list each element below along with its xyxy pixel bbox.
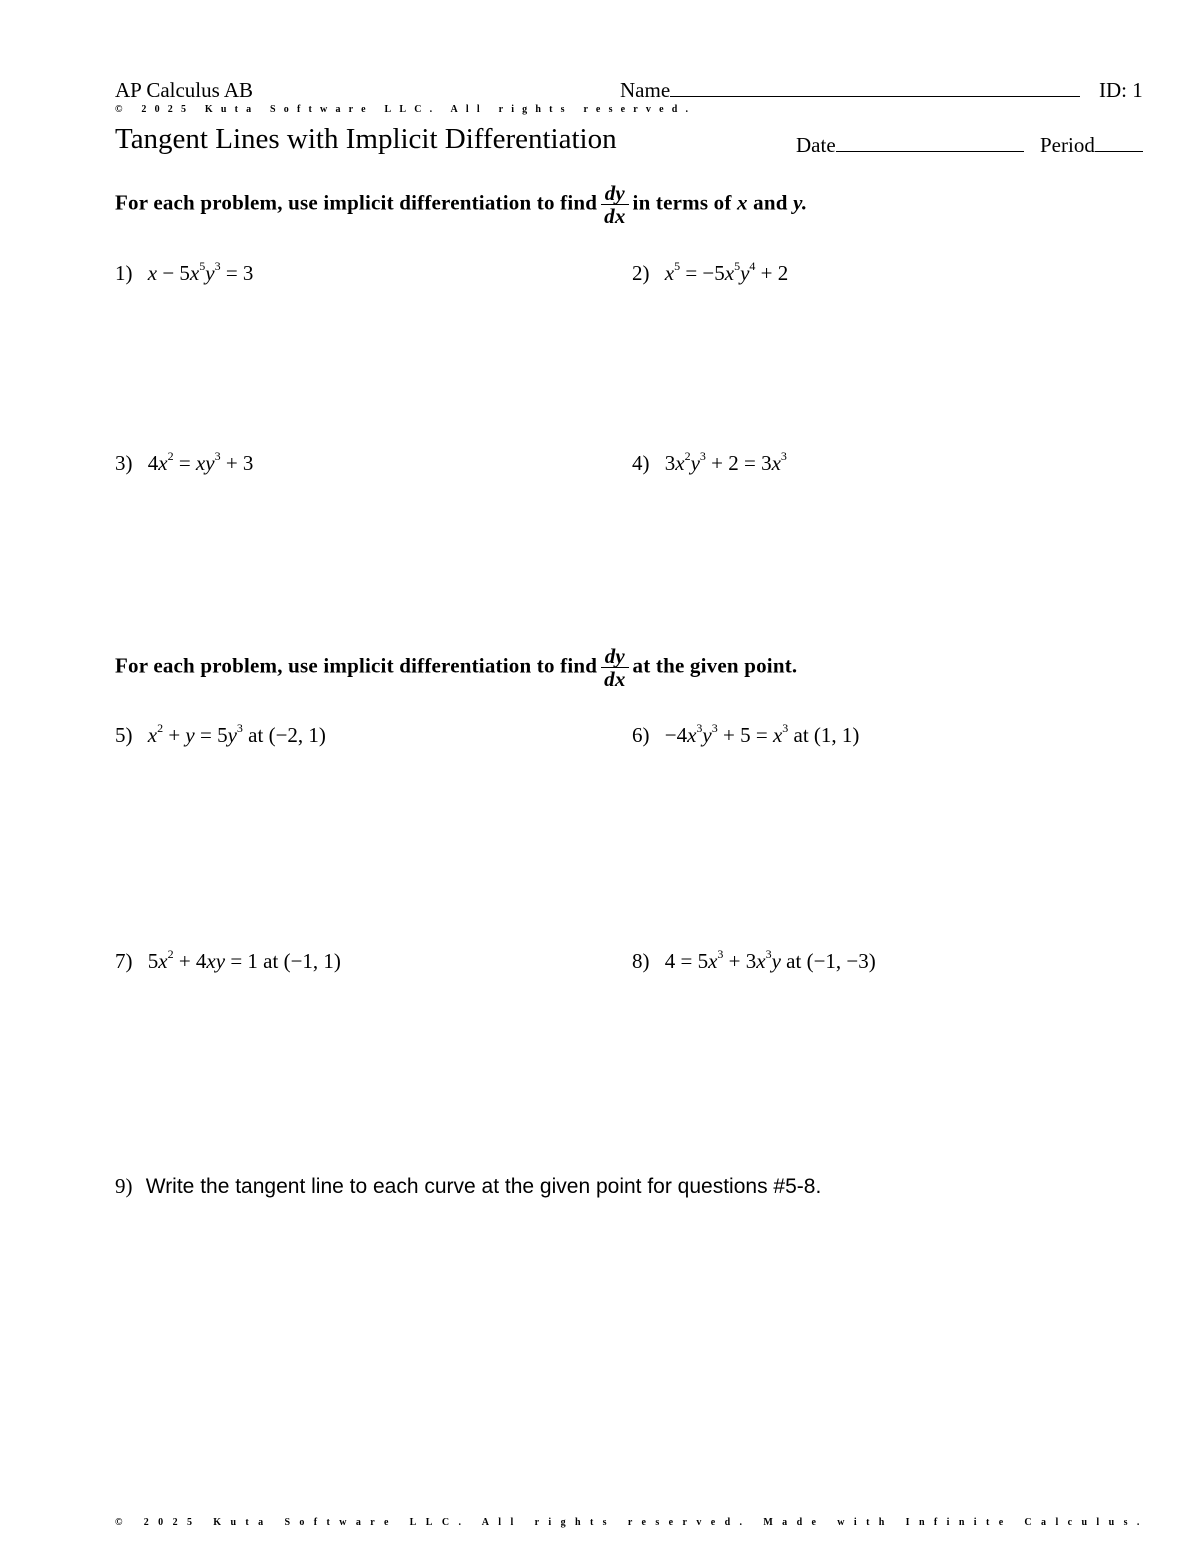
problem-expression: $x^2 + y = 5y^3$ at (−2, 1) xyxy=(147,721,326,747)
date-label: Date xyxy=(796,133,836,157)
date-field[interactable] xyxy=(796,133,1024,158)
fraction-numerator: dy xyxy=(601,182,628,205)
worksheet-title: Tangent Lines with Implicit Differentiation xyxy=(115,123,617,155)
problem-expression: $3x^2y^3 + 2 = 3x^3$ xyxy=(664,449,787,475)
var-x: x xyxy=(737,190,748,215)
period-label: Period xyxy=(1040,133,1095,157)
copyright-header: © 2025 Kuta Software LLC. All rights reserved. xyxy=(115,104,697,115)
problem-number: 2) xyxy=(632,261,650,285)
fraction-denominator: dx xyxy=(604,204,626,228)
problem-expression: $4x^2 = xy^3 + 3$ xyxy=(147,449,254,475)
problem-expression: $-4x^3y^3 + 5 = x^3$ at (1, 1) xyxy=(664,721,860,747)
name-field[interactable] xyxy=(620,78,1080,103)
date-line xyxy=(836,133,1024,152)
problem-6 xyxy=(632,723,859,748)
problem-number: 1) xyxy=(115,261,133,285)
problem-9 xyxy=(115,1174,821,1199)
problem-number: 5) xyxy=(115,723,133,747)
problem-expression: $5x^2 + 4xy = 1$ at (−1, 1) xyxy=(147,947,341,973)
fraction-denominator: dx xyxy=(604,667,626,691)
id-label: ID: 1 xyxy=(1099,78,1143,102)
problem-number: 6) xyxy=(632,723,650,747)
problem-number: 8) xyxy=(632,949,650,973)
problem-1 xyxy=(115,261,253,286)
section-2-instruction xyxy=(115,645,797,690)
problem-3 xyxy=(115,451,253,476)
course-title: AP Calculus AB xyxy=(115,78,254,102)
instruction-suffix: at the given point. xyxy=(632,653,798,678)
problem-text: Write the tangent line to each curve at the given point for questions #5-8. xyxy=(145,1175,822,1198)
section-1-instruction xyxy=(115,182,807,227)
dy-dx-fraction xyxy=(601,645,628,690)
problem-number: 7) xyxy=(115,949,133,973)
problem-8 xyxy=(632,949,876,974)
instruction-text: For each problem, use implicit differentiation to find xyxy=(115,190,598,215)
name-label: Name xyxy=(620,78,671,102)
instruction-text: For each problem, use implicit differentiation to find xyxy=(115,653,598,678)
instruction-suffix: in terms of xyxy=(632,190,732,215)
dy-dx-fraction xyxy=(601,182,628,227)
problem-expression: $4 = 5x^3 + 3x^3y$ at (−1, −3) xyxy=(664,947,876,973)
period-field[interactable] xyxy=(1040,133,1143,158)
name-line xyxy=(670,78,1080,97)
problem-4 xyxy=(632,451,787,476)
var-y: y. xyxy=(793,190,808,215)
problem-7 xyxy=(115,949,341,974)
problem-2 xyxy=(632,261,788,286)
problem-expression: $x - 5x^5y^3 = 3$ xyxy=(147,259,254,285)
copyright-footer: © 2025 Kuta Software LLC. All rights reserved. Made with Infinite Calculus. xyxy=(115,1517,1149,1528)
problem-number: 3) xyxy=(115,451,133,475)
period-line xyxy=(1095,133,1143,152)
fraction-numerator: dy xyxy=(601,645,628,668)
and-word: and xyxy=(753,190,788,215)
problem-expression: $x^5 = -5x^5y^4 + 2$ xyxy=(664,259,789,285)
problem-number: 9) xyxy=(115,1174,133,1198)
problem-number: 4) xyxy=(632,451,650,475)
problem-5 xyxy=(115,723,326,748)
